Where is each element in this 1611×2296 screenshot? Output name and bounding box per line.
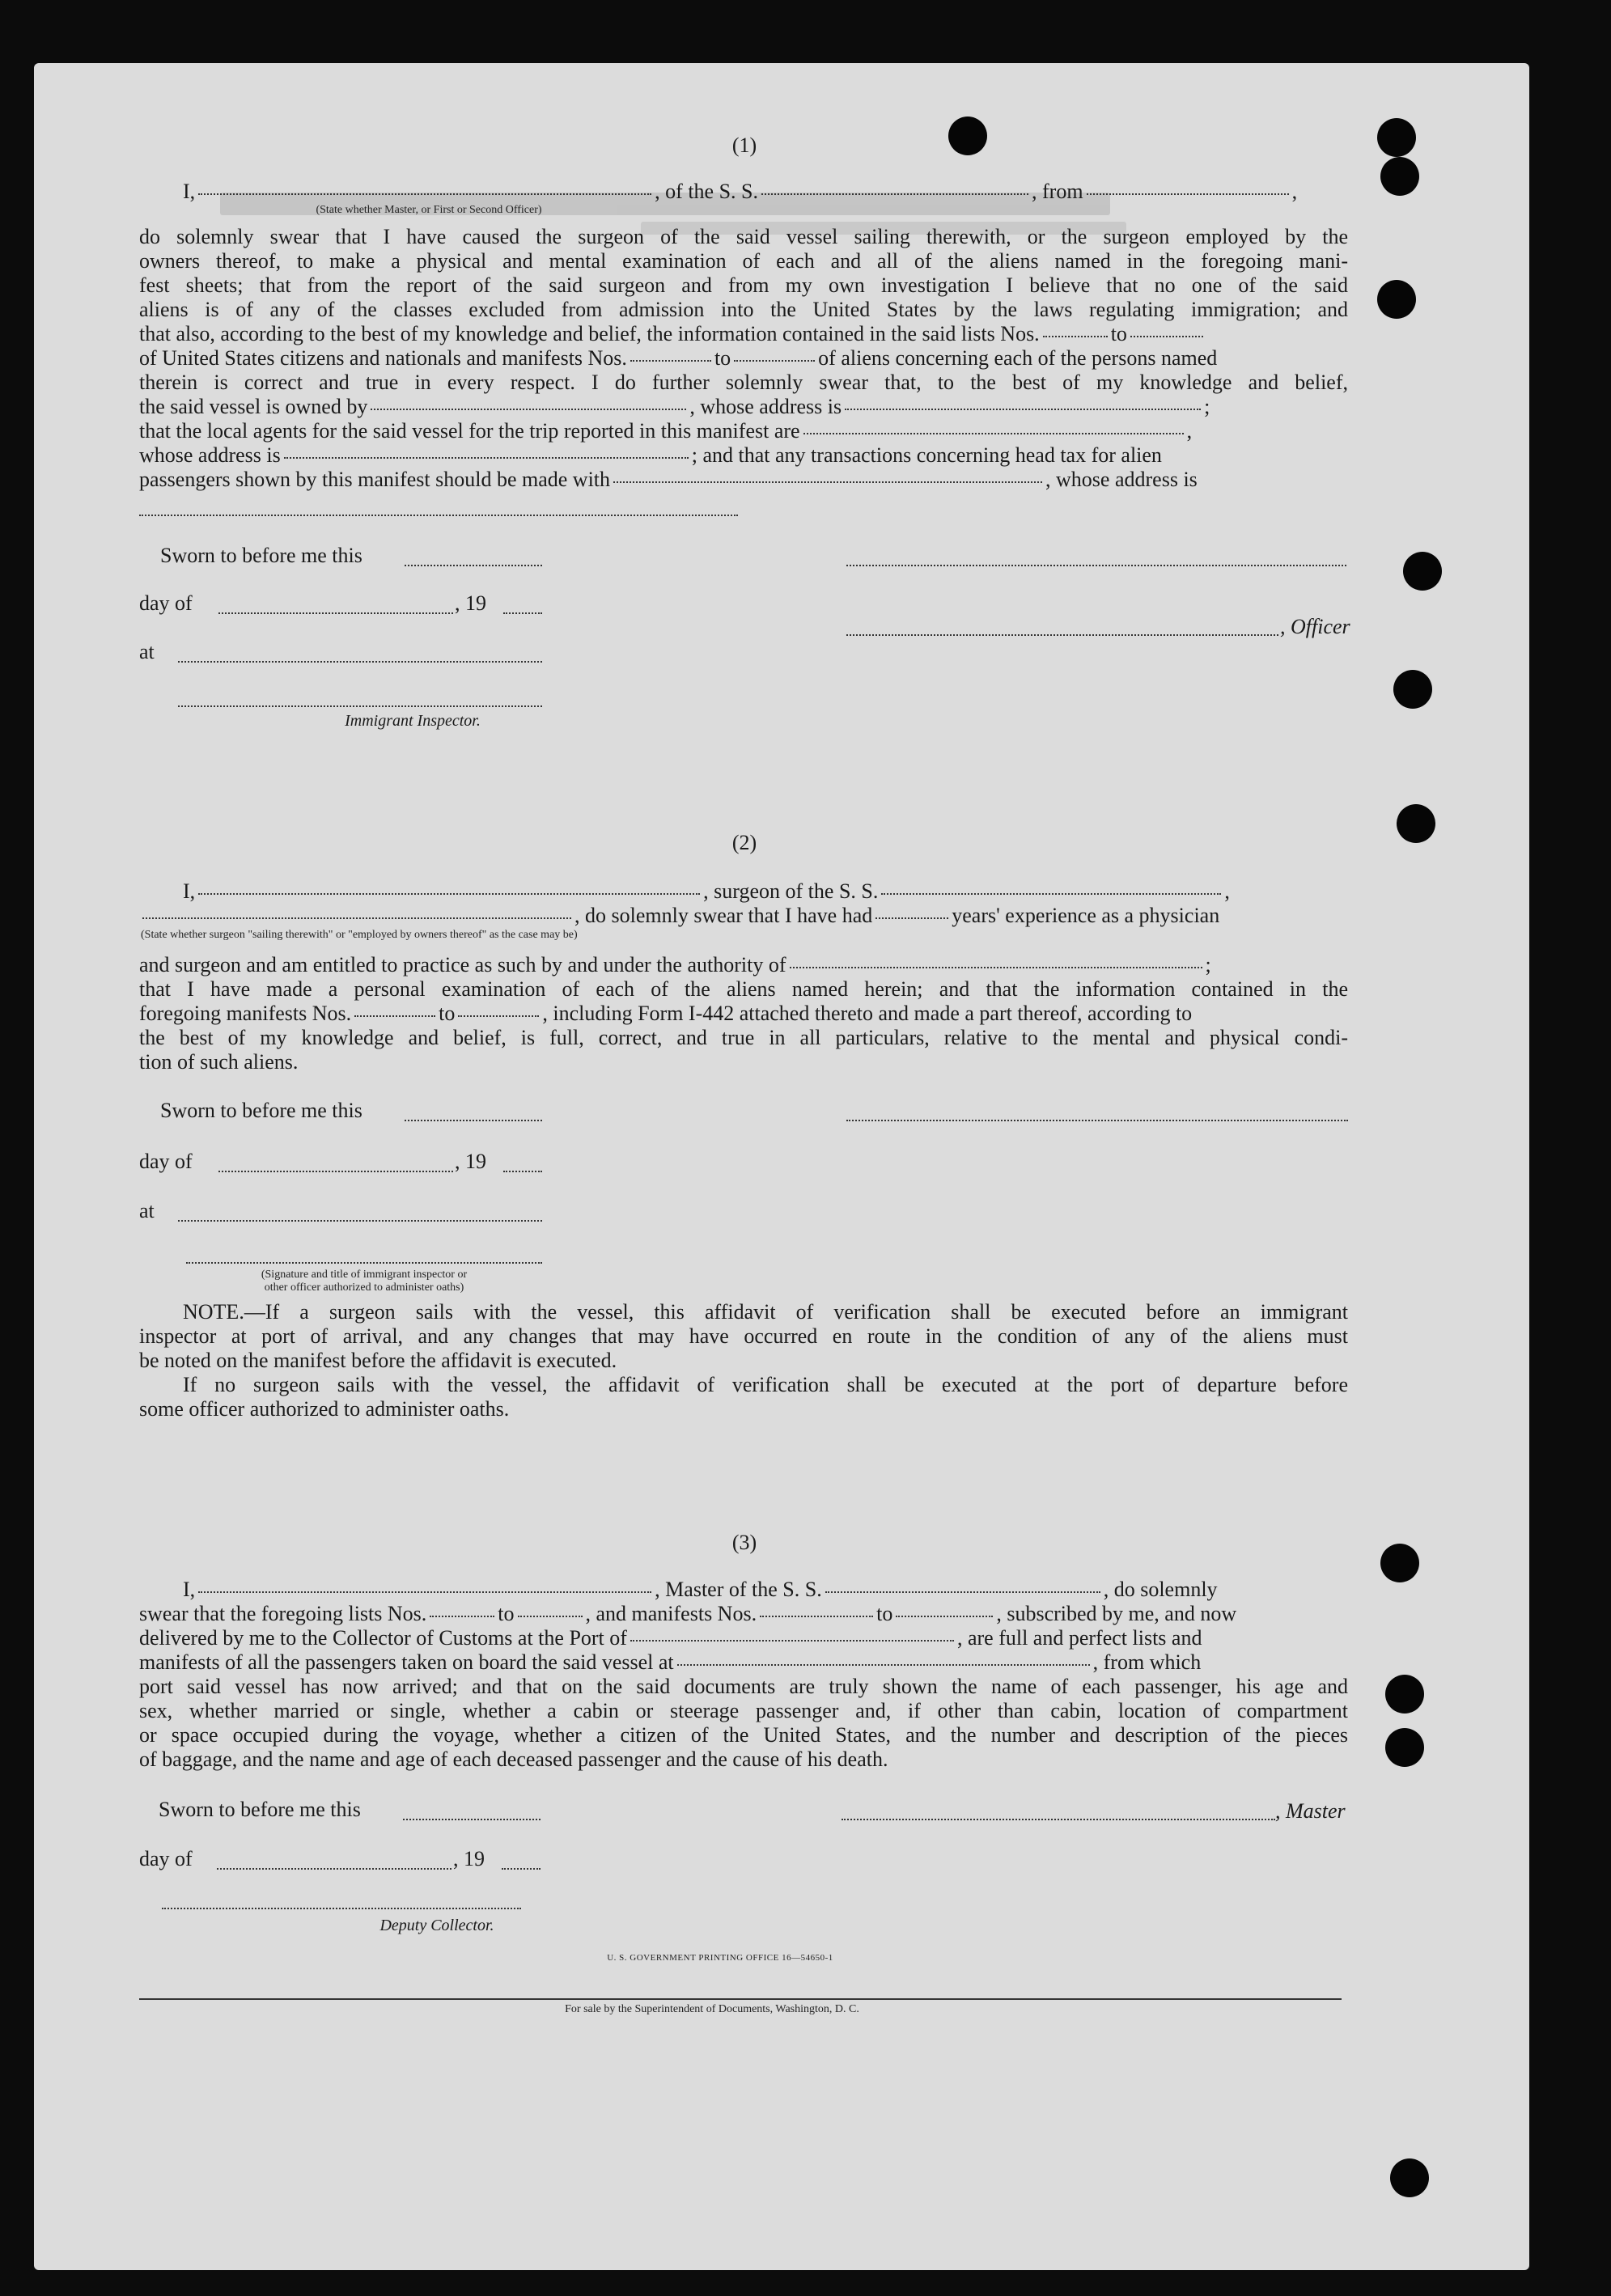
text: ; and that any transactions concerning head tax for alien: [691, 443, 1162, 467]
note-line-2: inspector at port of arrival, and any changes that may have occurred en route in the condition of any of the aliens must: [139, 1324, 1348, 1348]
sig-caption-line-1: (Signature and title of immigrant inspector or: [261, 1269, 468, 1281]
blank-surgeon-status[interactable]: [142, 917, 571, 919]
section-2-heading: (2): [731, 831, 757, 854]
sworn-2: Sworn to before me this: [160, 1099, 362, 1122]
oath-3-line-1: [183, 1578, 1348, 1602]
blank-sworn-1[interactable]: [405, 565, 542, 566]
text: I,: [183, 879, 196, 903]
punch-hole: [1385, 1728, 1424, 1767]
note-line-5: some officer authorized to administer oaths.: [139, 1397, 510, 1421]
gpo-imprint: U. S. GOVERNMENT PRINTING OFFICE 16—54650-1: [607, 1953, 833, 1963]
sworn-3: Sworn to before me this: [159, 1798, 361, 1821]
oath-2-line-1: I, , surgeon of the S. S. ,: [183, 879, 1230, 903]
blank-officer[interactable]: [198, 193, 651, 195]
oath-2-p5: tion of such aliens.: [139, 1050, 299, 1074]
at-1: at: [139, 640, 155, 663]
oath-2-p4: the best of my knowledge and belief, is full, correct, and true in all particulars, relative to the mental and physical condi-: [139, 1026, 1348, 1049]
text: of aliens concerning each of the persons named: [818, 346, 1218, 370]
dayof-3: day of: [139, 1847, 193, 1870]
blank-local-agents[interactable]: [803, 433, 1184, 434]
blank-master-vessel[interactable]: [825, 1591, 1100, 1593]
punch-hole: [1380, 157, 1419, 196]
oath-2-line-2: [139, 904, 1348, 928]
text: , from which: [1092, 1650, 1202, 1674]
blank-officer-signature-2[interactable]: [846, 634, 1278, 636]
blank-year-3[interactable]: [502, 1868, 541, 1870]
text: , of the S. S.: [655, 180, 759, 203]
text: , do solemnly swear that I have had: [574, 904, 873, 927]
blank-year-1[interactable]: [503, 612, 542, 614]
text: , whose address is: [689, 395, 842, 418]
oath-3-p6: sex, whether married or single, whether a cabin or steerage passenger and, if other than cabin, location of compartment: [139, 1699, 1348, 1722]
blank-s2-manifest-to[interactable]: [458, 1015, 539, 1017]
blank-s3-lists-from[interactable]: [430, 1616, 494, 1617]
blank-manifests-to[interactable]: [734, 360, 815, 362]
blank-s2-manifest-from[interactable]: [354, 1015, 435, 1017]
section-1-heading: (1): [731, 133, 757, 157]
oath-3-line-2: [139, 1602, 1348, 1626]
blank-s2-officer-signature[interactable]: [186, 1262, 542, 1264]
oath-3-line-4: [139, 1650, 1348, 1675]
blank-at-2[interactable]: [178, 1220, 542, 1222]
text: I,: [183, 1578, 196, 1601]
blank-from[interactable]: [1087, 193, 1289, 195]
punch-hole: [1377, 118, 1416, 157]
blank-agents-address[interactable]: [284, 457, 689, 459]
text: , subscribed by me, and now: [996, 1602, 1237, 1625]
text: delivered by me to the Collector of Customs at the Port of: [139, 1626, 627, 1650]
text: , from: [1032, 180, 1083, 203]
at-2: at: [139, 1199, 155, 1222]
oath-2-p2: that I have made a personal examination of each of the aliens named herein; and that the information contained in the: [139, 977, 1348, 1001]
text: , whose address is: [1045, 468, 1198, 491]
immigrant-inspector-label: Immigrant Inspector.: [345, 712, 481, 730]
punch-hole: [1385, 1675, 1424, 1714]
officer-caption: (State whether Master, or First or Second Officer): [316, 204, 542, 216]
blank-years[interactable]: [875, 917, 948, 919]
text: years' experience as a physician: [952, 904, 1220, 927]
sworn-1: Sworn to before me this: [160, 544, 362, 567]
text: I,: [183, 180, 196, 203]
blank-lists-to[interactable]: [1130, 336, 1203, 337]
note-line-1: NOTE.—If a surgeon sails with the vessel, this affidavit of verification shall be executed before an immigrant: [183, 1300, 1348, 1324]
oath-1-p8: the said vessel is owned by , whose address is ;: [139, 395, 1210, 418]
blank-lists-from[interactable]: [1043, 336, 1108, 337]
blank-authority[interactable]: [790, 967, 1202, 968]
punch-hole: [1397, 804, 1435, 843]
oath-1-p3: fest sheets; that from the report of the said surgeon and from my own investigation I believe that no one of the said: [139, 273, 1348, 297]
oath-2-p1: and surgeon and am entitled to practice as such by and under the authority of ;: [139, 953, 1211, 976]
blank-officer-signature-1[interactable]: [846, 565, 1346, 566]
oath-1-p11: [139, 468, 1348, 492]
dayof-2: day of: [139, 1150, 193, 1173]
text: that also, according to the best of my knowledge and belief, the information contained in the said lists Nos.: [139, 322, 1040, 345]
text: to: [1110, 322, 1127, 345]
blank-s3-manifests-from[interactable]: [760, 1616, 873, 1617]
text: , surgeon of the S. S.: [703, 879, 879, 903]
blank-surgeon-vessel[interactable]: [881, 893, 1221, 895]
text: , are full and perfect lists and: [956, 1626, 1202, 1650]
oath-1-p6: [139, 346, 1348, 371]
blank-sworn-3[interactable]: [403, 1819, 541, 1820]
blank-head-tax-address[interactable]: [139, 515, 738, 516]
blank-inspector-signature[interactable]: [178, 705, 542, 707]
text: whose address is: [139, 443, 281, 467]
blank-vessel[interactable]: [761, 193, 1028, 195]
blank-head-tax-agent[interactable]: [613, 481, 1042, 483]
year-1: , 19: [455, 591, 486, 615]
oath-1-p2: owners thereof, to make a physical and mental examination of each and all of the aliens named in the foregoing mani-: [139, 249, 1348, 273]
dayof-1: day of: [139, 591, 193, 615]
blank-surgeon-name[interactable]: [198, 893, 700, 895]
punch-hole: [1380, 1544, 1419, 1582]
blank-year-2[interactable]: [503, 1171, 542, 1172]
note-line-3: be noted on the manifest before the affidavit is executed.: [139, 1349, 617, 1372]
text: to: [714, 346, 731, 370]
text: of United States citizens and nationals and manifests Nos.: [139, 346, 627, 370]
oath-1-line-1: I, , of the S. S. , from ,: [183, 180, 1298, 203]
master-label: , Master: [1275, 1799, 1346, 1823]
punch-hole: [1377, 280, 1416, 319]
surgeon-caption: (State whether surgeon "sailing therewith" or "employed by owners thereof" as the case may be): [141, 929, 578, 941]
text: and surgeon and am entitled to practice as such by and under the authority of: [139, 953, 786, 976]
oath-1-p7: therein is correct and true in every respect. I do further solemnly swear that, to the best of my knowledge and belief,: [139, 371, 1348, 394]
oath-3-line-3: [139, 1626, 1348, 1650]
punch-hole: [1393, 670, 1432, 709]
text: , Master of the S. S.: [655, 1578, 822, 1601]
oath-1-p1: do solemnly swear that I have caused the surgeon of the said vessel sailing therewith, or the surgeon employed by the: [139, 225, 1348, 248]
blank-master-signature[interactable]: [842, 1819, 1275, 1820]
oath-1-p10: [139, 443, 1348, 468]
text: foregoing manifests Nos.: [139, 1002, 352, 1025]
oath-1-p9: that the local agents for the said vessel for the trip reported in this manifest are ,: [139, 419, 1193, 443]
section-3-heading: (3): [731, 1531, 757, 1554]
note-line-4: If no surgeon sails with the vessel, the affidavit of verification shall be executed at the port of departure before: [183, 1373, 1348, 1396]
text: to: [439, 1002, 456, 1025]
text: to: [498, 1602, 515, 1625]
blank-sworn-2[interactable]: [405, 1120, 542, 1121]
year-2: , 19: [455, 1150, 486, 1173]
punch-hole: [1403, 552, 1442, 591]
blank-owner[interactable]: [371, 409, 686, 410]
sig-caption-line-2: other officer authorized to administer oaths): [264, 1281, 464, 1294]
blank-master-name[interactable]: [198, 1591, 651, 1593]
blank-deputy-signature[interactable]: [162, 1908, 521, 1909]
text: , do solemnly: [1103, 1578, 1218, 1601]
oath-1-p4: aliens is of any of the classes excluded from admission into the United States by the laws regulating immigration; and: [139, 298, 1348, 321]
punch-hole: [1390, 2158, 1429, 2197]
blank-surgeon-signature[interactable]: [846, 1120, 1348, 1121]
text: that the local agents for the said vessel for the trip reported in this manifest are: [139, 419, 800, 443]
blank-at-1[interactable]: [178, 661, 542, 663]
blank-s3-lists-to[interactable]: [518, 1616, 583, 1617]
deputy-collector-label: Deputy Collector.: [379, 1917, 494, 1934]
blank-day-1[interactable]: [218, 612, 453, 614]
text: to: [876, 1602, 893, 1625]
text: swear that the foregoing lists Nos.: [139, 1602, 427, 1625]
blank-s3-manifests-to[interactable]: [896, 1616, 993, 1617]
text: manifests of all the passengers taken on board the said vessel at: [139, 1650, 674, 1674]
blank-port[interactable]: [630, 1640, 954, 1642]
footer-rule: [139, 1998, 1342, 2000]
blank-boarding-port[interactable]: [677, 1664, 1090, 1666]
oath-2-p3: [139, 1002, 1348, 1026]
sale-notice: For sale by the Superintendent of Documents, Washington, D. C.: [565, 2003, 859, 2015]
blank-manifests-from[interactable]: [630, 360, 711, 362]
blank-owner-address[interactable]: [845, 409, 1201, 410]
blank-day-3[interactable]: [217, 1868, 452, 1870]
text: , including Form I-442 attached thereto and made a part thereof, according to: [542, 1002, 1193, 1025]
text: passengers shown by this manifest should be made with: [139, 468, 611, 491]
text: , and manifests Nos.: [585, 1602, 757, 1625]
officer-label: , Officer: [1280, 615, 1350, 638]
oath-3-p7: or space occupied during the voyage, whether a citizen of the United States, and the number and description of the pieces: [139, 1723, 1348, 1747]
blank-day-2[interactable]: [218, 1171, 453, 1172]
oath-3-p5: port said vessel has now arrived; and that on the said documents are truly shown the name of each passenger, his age and: [139, 1675, 1348, 1698]
punch-hole: [948, 116, 987, 155]
text: the said vessel is owned by: [139, 395, 368, 418]
year-3: , 19: [453, 1847, 485, 1870]
oath-3-p8: of baggage, and the name and age of each deceased passenger and the cause of his death.: [139, 1747, 888, 1771]
oath-1-p5: [139, 322, 1348, 346]
